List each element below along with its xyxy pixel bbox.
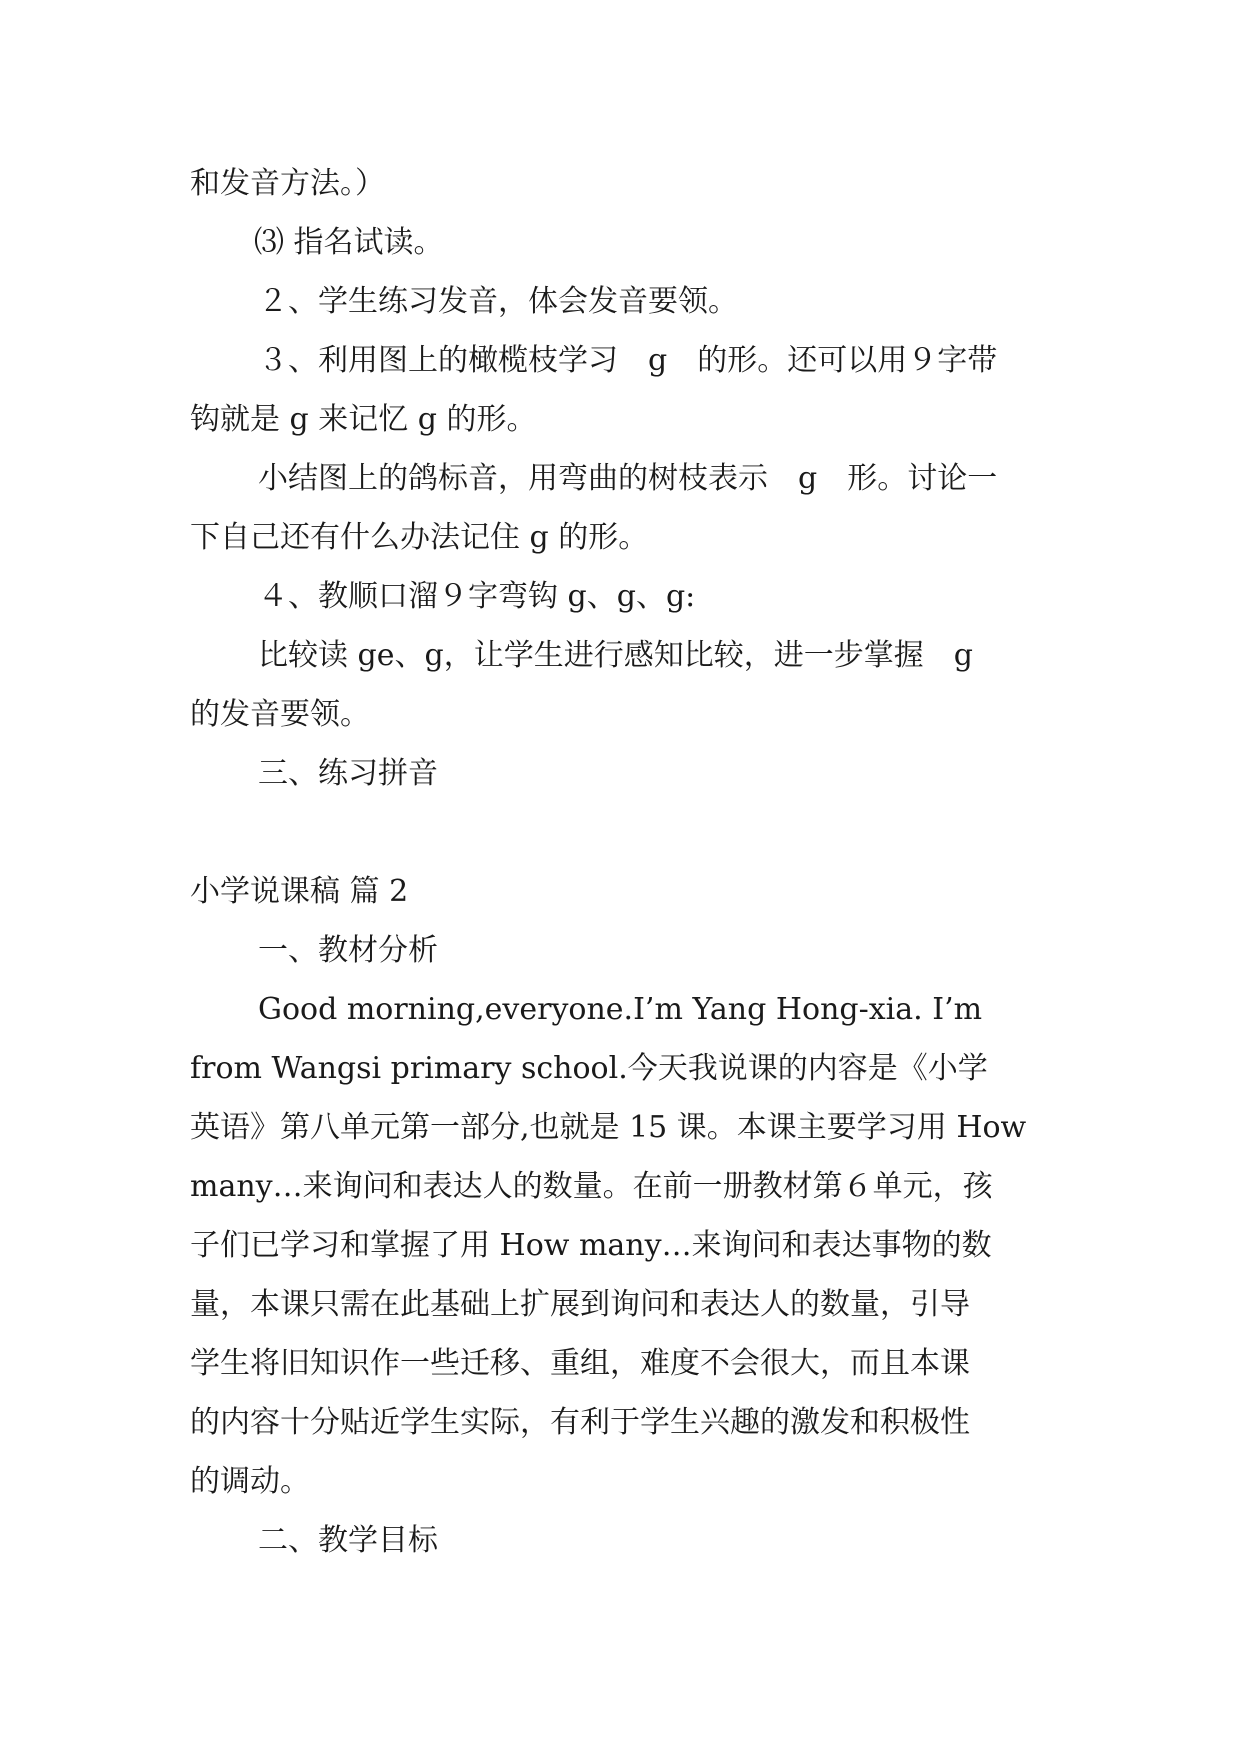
section-heading: 三、练习拼音 — [258, 756, 438, 791]
text-line: ２、学生练习发音，体会发音要领。 — [258, 284, 738, 319]
section-heading: 二、教学目标 — [258, 1523, 438, 1558]
text-line: 的内容十分贴近学生实际，有利于学生兴趣的激发和积极性 — [190, 1405, 970, 1440]
text-line: 子们已学习和掌握了用 How many…来询问和表达事物的数 — [190, 1228, 992, 1263]
text-line: 下自己还有什么办法记住 g 的形。 — [190, 520, 649, 555]
text-line: ４、教顺口溜９字弯钩 g、g、g: — [258, 579, 696, 614]
text-line: ３、利用图上的橄榄枝学习 g 的形。还可以用９字带 — [258, 343, 998, 378]
text-line: 英语》第八单元第一部分,也就是 15 课。本课主要学习用 How — [190, 1110, 1027, 1145]
section-heading: 一、教材分析 — [258, 933, 438, 968]
text-line: 量，本课只需在此基础上扩展到询问和表达人的数量，引导 — [190, 1287, 970, 1322]
text-line: 的发音要领。 — [190, 697, 370, 732]
text-line: from Wangsi primary school.今天我说课的内容是《小学 — [190, 1051, 988, 1086]
text-line: many…来询问和表达人的数量。在前一册教材第６单元，孩 — [190, 1169, 993, 1204]
text-line: 比较读 ge、g，让学生进行感知比较，进一步掌握 g — [258, 638, 973, 673]
text-line: 学生将旧知识作一些迁移、重组，难度不会很大，而且本课 — [190, 1346, 970, 1381]
text-line: 和发音方法。） — [190, 166, 385, 201]
text-line: 的调动。 — [190, 1464, 310, 1499]
text-line: Good morning,everyone.I’m Yang Hong-xia. I’m — [258, 992, 983, 1027]
text-line: 小结图上的鸽标音，用弯曲的树枝表示 g 形。讨论一 — [258, 461, 998, 496]
article-title: 小学说课稿 篇 2 — [190, 874, 409, 909]
text-line: ⑶ 指名试读。 — [254, 225, 444, 260]
text-line: 钩就是 g 来记忆 g 的形。 — [190, 402, 537, 437]
